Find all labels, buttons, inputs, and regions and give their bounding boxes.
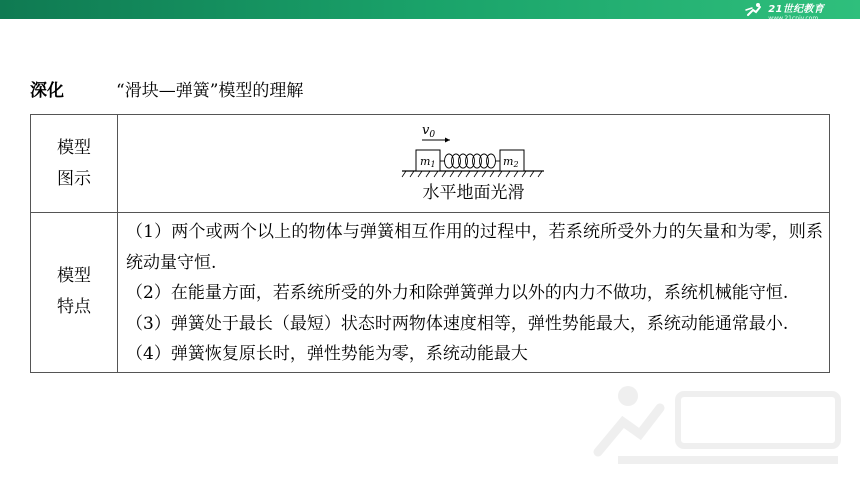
spring-icon [440, 154, 500, 168]
label-line: 模型 [57, 266, 91, 287]
feature-point: （2）在能量方面，若系统所受的外力和除弹簧弹力以外的内力不做功，系统机械能守恒. [126, 283, 789, 303]
feature-point: （3）弹簧处于最长（最短）状态时两物体速度相等，弹性势能最大，系统动能通常最小. [126, 313, 789, 334]
figure-caption: 水平地面光滑 [422, 183, 525, 203]
ground-hatch [402, 171, 542, 177]
top-banner [0, 0, 860, 22]
table-row [31, 115, 830, 213]
label-line: 特点 [57, 297, 91, 318]
logo-url: www.21cnjy.com [768, 15, 819, 22]
feature-point: （1）两个或两个以上的物体与弹簧相互作用的过程中，若系统所受外力的矢量和为零，则系统动量守恒. [126, 222, 823, 273]
block-m2-label: m2 [502, 155, 519, 169]
model-table [30, 114, 830, 373]
slider-spring-diagram [394, 121, 554, 179]
feature-point: （4）弹簧恢复原长时，弹性势能为零，系统动能最大 [126, 344, 528, 364]
watermark-logo-icon [588, 372, 848, 472]
block-m1-label: m1 [419, 155, 436, 169]
diagram-cell [118, 115, 830, 213]
table-row [31, 213, 830, 373]
runner-logo-icon [745, 2, 765, 17]
section-label: 深化 [30, 81, 64, 101]
label-line: 图示 [57, 168, 91, 189]
features-cell [118, 213, 830, 373]
velocity-label: $v_0$ [421, 123, 435, 140]
section-title: “滑块—弹簧”模型的理解 [116, 81, 304, 101]
row-label-diagram [31, 115, 118, 213]
row-label-features [31, 213, 118, 373]
label-line: 模型 [57, 137, 91, 158]
brand-logo [745, 2, 824, 22]
arrowhead-icon [445, 138, 450, 143]
logo-text: 21世纪教育 [768, 4, 824, 15]
